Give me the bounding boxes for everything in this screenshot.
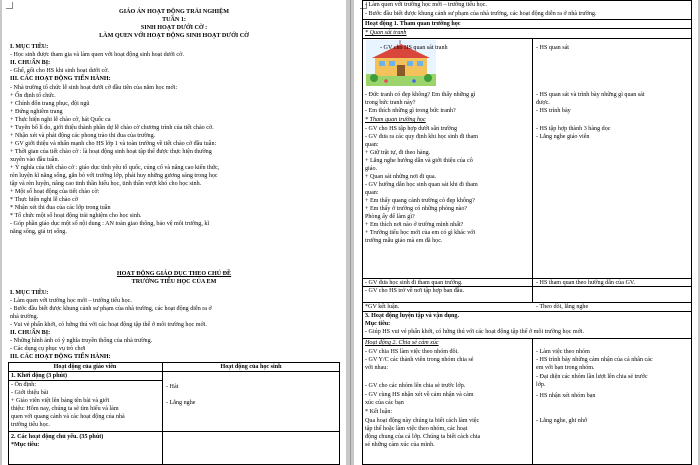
teacher-step: + Lắng nghe hướng dẫn và giới thiệu của cô xyxy=(365,158,473,164)
teacher-step: + Em thấy quang cảnh trường có đẹp không? xyxy=(365,198,475,204)
teacher-step: quan: xyxy=(365,190,379,196)
document-page-right xyxy=(354,0,698,465)
part2-title: HOẠT ĐỘNG GIÁO DỤC THEO CHỦ ĐỀ xyxy=(116,271,232,277)
teacher-step: trường mẫu giáo mà em đã học. xyxy=(365,238,443,244)
teacher-step: - GV cho HS trở về nơi tập hợp ban đầu. xyxy=(365,288,465,294)
teacher-step: - GV cùng HS nhận xét về cảm nhận và cảm xyxy=(365,392,474,398)
teacher-step: - GV hướng dẫn học sinh quan sát khi đi tham xyxy=(365,182,478,188)
heading-activities-2: III. CÁC HOẠT ĐỘNG TIẾN HÀNH: xyxy=(10,354,111,360)
objective-line: - Học sinh được tham gia và làm quen với hoạt động sinh hoạt dưới cờ. xyxy=(10,52,184,58)
conclusion-line: Qua hoạt động này chúng ta biết cách làm việc xyxy=(365,418,480,424)
teacher-step: - Ổn định: xyxy=(11,382,37,388)
teacher-step: với nhau: xyxy=(365,365,389,371)
teacher-step: *GV kết luận. xyxy=(365,304,400,310)
activity-1-subtitle: * Quan sát tranh xyxy=(365,30,407,36)
table-divider xyxy=(532,38,533,302)
preparation-line: - Ghế, gối cho HS khi sinh hoạt dưới cờ. xyxy=(10,68,109,74)
student-step: em với bạn trong nhóm. xyxy=(536,365,595,371)
teacher-step: - GV cho HS tập hợp dưới sân trường xyxy=(365,126,457,132)
part2-subtitle: TRƯỜNG TIỂU HỌC CỦA EM xyxy=(131,279,217,285)
section-subtitle: LÀM QUEN VỚI HOẠT ĐỘNG SINH HOẠT DƯỚI CỜ xyxy=(99,33,249,39)
preparation-line: - Các dụng cụ phục vụ trò chơi xyxy=(10,346,86,352)
objective-line: nhà trường. xyxy=(10,314,39,320)
activity-line: năng sống, giá trị sống. xyxy=(10,229,67,235)
teacher-step: - GV đưa ra các quy định khi học sinh đi tham xyxy=(365,134,479,140)
objective-label: Mục tiêu: xyxy=(365,321,391,327)
teacher-step: trường tiểu học. xyxy=(11,422,50,428)
activity-line: + Thời gian của tiết chào cờ : là hoạt động sinh hoạt tập thể được thực hiện thường xyxy=(10,149,212,155)
teacher-step: + Quan sát những nơi đi qua. xyxy=(365,174,437,180)
activity-line: * Tổ chức một số hoạt động trải nghiệm cho học sinh. xyxy=(10,213,142,219)
activity-line: + Nhận xét và phát động các phong trào thi đua của trường. xyxy=(10,133,156,139)
student-step: - Lắng nghe giáo viên xyxy=(536,134,590,140)
activity-line: xuyên vào đầu tuần. xyxy=(10,157,60,163)
student-step: - HS trình bày xyxy=(536,108,571,114)
table-header-student: Hoạt động của học sinh xyxy=(220,364,282,370)
row-subtitle: *Mục tiêu: xyxy=(11,442,40,448)
teacher-step: + Giáo viên việt lên bảng tên bài và giới xyxy=(11,398,110,404)
activity-line: rèn luyện kĩ năng sống, gắn bó với trường lớp, phát huy những gương sáng trong học xyxy=(10,173,218,179)
student-step: - HS tập hợp thành 3 hàng dọc xyxy=(536,126,611,132)
objective-line: - Bước đầu biết được khung cảnh sư phạm của nhà trường, các hoạt động diễn ra ở nhà trường. xyxy=(365,11,597,17)
activity-line: tập và rèn luyện, nâng cao tinh thần hiếu học, tinh thần vượt khó cho học sinh. xyxy=(10,181,202,187)
teacher-step: + Em thích nơi nào ở trường mình nhất? xyxy=(365,222,464,228)
student-step: - Lắng nghe, ghi nhớ xyxy=(536,418,588,424)
activity-3-title: 3. Hoạt động luyện tập và vận dụng. xyxy=(365,313,459,319)
teacher-step: thiệu: Hôm nay, chúng ta sẽ tìm hiểu và làm xyxy=(11,406,119,412)
activity-line: - Nhà trường tổ chức lễ sinh hoạt dưới cờ đầu tiên của năm học mới: xyxy=(10,85,178,91)
teacher-step: quen với quang cảnh và các hoạt động của nhà xyxy=(11,414,125,420)
teacher-step: xúc của các bạn xyxy=(365,400,404,406)
teacher-step: - GV chia HS làm việc theo nhóm đôi. xyxy=(365,349,459,355)
teacher-step: Phòng ấy để làm gì? xyxy=(365,214,415,220)
objective-line: - Làm quen với trường học mới – trường tiểu học. xyxy=(365,2,487,8)
teacher-step: giáo. xyxy=(365,166,378,172)
heading-objectives: I. MỤC TIÊU: xyxy=(10,44,49,50)
student-step: được. xyxy=(536,100,550,106)
objective-line: - Vui vẻ phấn khởi, có hứng thú với các hoạt động tập thể ở môi trường học mới. xyxy=(10,322,207,328)
teacher-step: + Giữ trật tự, đi theo hàng. xyxy=(365,150,431,156)
activity-line: + Ý nghĩa của tiết chào cờ : giáo dục tình yêu tổ quốc, củng cố và nâng cao kiến thức, xyxy=(10,165,220,171)
table-rule xyxy=(8,431,340,432)
activity-line: + Ổn định tổ chức. xyxy=(10,93,56,99)
conclusion-line: tập thể hoặc làm việc theo nhóm, các hoạt xyxy=(365,426,468,432)
table-rule xyxy=(362,28,692,29)
table-header-teacher: Hoạt động của giáo viên xyxy=(53,364,117,370)
heading-preparation: II. CHUẨN BỊ: xyxy=(10,60,51,66)
conclusion-line: động chung của cả lớp. Chúng ta biết cách chia xyxy=(365,434,481,440)
activity-line: * Nhận xét thi đua của các lớp trong tuần xyxy=(10,205,111,211)
teacher-step: - Em thích những gì trong bức tranh? xyxy=(365,108,456,114)
activity-line: * Thực hiện nghi lễ chào cờ xyxy=(10,197,79,203)
row-title: 2. Các hoạt động chủ yếu. (35 phút) xyxy=(11,434,104,440)
heading-activities: III. CÁC HOẠT ĐỘNG TIẾN HÀNH: xyxy=(10,76,111,82)
objective-line: - Bước đầu biết được khung cảnh sư phạm của nhà trường, các hoạt động diễn ra ở xyxy=(10,306,212,312)
student-step: - HS quan sát xyxy=(536,45,570,51)
activity-1-title: Hoạt động 1. Tham quan trường học xyxy=(365,21,461,27)
lesson-title: GIÁO ÁN HOẠT ĐỘNG TRẢI NGHIỆM xyxy=(119,9,229,15)
teacher-step: trong bức tranh này? xyxy=(365,100,416,106)
activity-line: - Góp phần giáo dục một số nội dung : AN toàn giao thông, bảo vệ môi trường, kĩ xyxy=(10,221,210,227)
preparation-line: - Những hình ảnh có ý nghĩa truyền thống của nhà trường. xyxy=(10,338,153,344)
activity-line: + Đứng nghiêm trang xyxy=(10,109,63,115)
heading-objectives-2: I. MỤC TIÊU: xyxy=(10,290,49,296)
table-divider xyxy=(162,362,163,465)
document-page-left xyxy=(2,0,346,465)
student-step: lớp. xyxy=(536,382,546,388)
student-step: - Hát xyxy=(166,384,179,390)
student-step: - HS tham quan theo hướng dẫn của GV. xyxy=(536,280,635,286)
activity-line: + Thực hiện nghi lễ chào cờ, hát Quốc ca xyxy=(10,117,111,123)
conclusion-line: sẻ những cảm xúc của mình. xyxy=(365,442,435,448)
student-step: - Đại diện các nhóm lần lượt lên chia sẻ trước xyxy=(536,374,648,380)
teacher-step: - Giới thiệu bài xyxy=(11,390,49,396)
table-rule xyxy=(362,302,692,303)
row-title: 1. Khởi động (3 phút) xyxy=(11,373,68,379)
activity-line: + Chỉnh đốn trang phục, đội ngũ xyxy=(10,101,90,107)
activity-2-title: Hoạt động 2. Chia sẻ cảm xúc xyxy=(365,340,439,346)
student-step: - Theo dõi, lắng nghe xyxy=(536,304,589,310)
week-label: TUẦN 1: xyxy=(162,17,186,23)
activity-line: + GV giới thiệu và nhấn mạnh cho HS lớp 1 và toàn trường về tiết chào cờ đầu tuần: xyxy=(10,141,217,147)
student-step: - Lắng nghe xyxy=(166,400,196,406)
table-rule xyxy=(362,38,692,39)
heading-preparation-2: II. CHUẨN BỊ: xyxy=(10,330,51,336)
teacher-step: + Em thấy ở trường có những phòng nào? xyxy=(365,206,468,212)
student-step: - HS nhận xét nhóm bạn xyxy=(536,393,596,399)
activity-line: + Tuyên bố lí do, giới thiệu thành phần dự lễ chào cờ chương trình của tiết chào cờ. xyxy=(10,125,214,131)
teacher-step: - GV đưa học sinh đi tham quan trường. xyxy=(365,280,463,286)
student-step: - HS quan sát và trình bày những gì quan sát xyxy=(536,92,645,98)
student-step: - Làm việc theo nhóm xyxy=(536,349,590,355)
student-step: - HS trình bày những cảm nhận của cá nhân các xyxy=(536,357,653,363)
table-divider xyxy=(532,338,533,465)
page-gap xyxy=(350,0,351,465)
activity-line: + Một số hoạt động của tiết chào cờ: xyxy=(10,189,100,195)
objective-line: - Giúp HS vui vẻ phấn khởi, có hứng thú với các hoạt động tập thể ở môi trường học mới. xyxy=(365,329,585,335)
teacher-step: - Đức tranh có đẹp không? Em thấy những gì xyxy=(365,92,476,98)
objective-line: - Làm quen với trường học mới – trường tiểu học. xyxy=(10,298,132,304)
teacher-step: quan: xyxy=(365,142,379,148)
teacher-step: - GV cho các nhóm lên chia sẻ trước lớp. xyxy=(365,383,466,389)
section-title: SINH HOẠT DƯỚI CỜ : xyxy=(140,25,208,31)
activity-subtitle: * Tham quan trường học xyxy=(365,117,426,123)
teacher-step: - GV Y/C các thành viên trong nhóm chia sẻ xyxy=(365,357,474,363)
teacher-step: - GV cho HS quan sát tranh xyxy=(380,45,448,51)
teacher-step: + Trường tiểu học mới của em có gì khác với xyxy=(365,230,476,236)
conclusion-label: * Kết luận: xyxy=(365,409,393,415)
